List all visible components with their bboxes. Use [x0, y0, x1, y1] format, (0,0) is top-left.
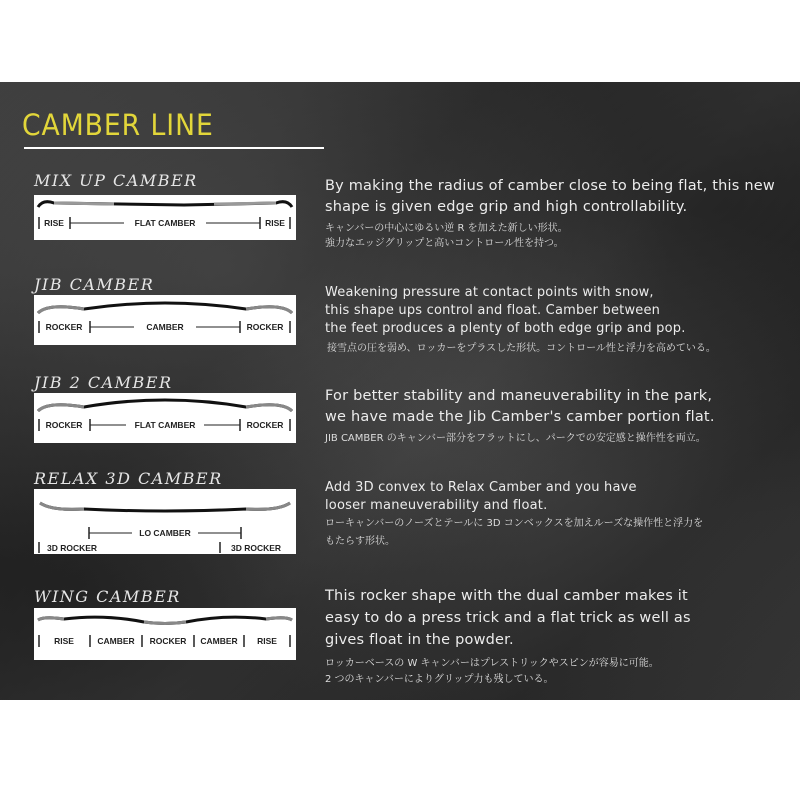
diagram-mix-up-camber	[34, 195, 296, 240]
label-rocker-right: ROCKER	[246, 420, 284, 430]
desc-jp-jib-2-line-1: JIB CAMBER のキャンバー部分をフラットにし、パークでの安定感と操作性を両立。	[325, 433, 706, 444]
desc-jp-relax-line-1: ローキャンバーのノーズとテールに 3D コンベックスを加えルーズな操作性と浮力を	[325, 518, 704, 529]
label-3d-rocker-left: 3D ROCKER	[46, 543, 98, 553]
board-profile-jib-2	[34, 393, 296, 443]
label-camber: CAMBER	[146, 322, 184, 332]
row-name-wing-camber: WING CAMBER	[34, 587, 181, 606]
row-name-mix-up-camber: MIX UP CAMBER	[34, 171, 198, 190]
desc-jp-wing-line-1: ロッカーベースの W キャンバーはプレストリックやスピンが容易に可能。	[325, 658, 659, 669]
title-underline	[24, 147, 324, 149]
desc-en-wing-line-2: easy to do a press trick and a flat trick as well as	[325, 610, 691, 626]
desc-en-wing-line-1: This rocker shape with the dual camber makes it	[325, 588, 688, 604]
board-profile-jib	[34, 295, 296, 345]
board-profile-relax-3d	[34, 489, 296, 554]
label-rise-left: RISE	[54, 636, 74, 646]
desc-en-wing-line-3: gives float in the powder.	[325, 632, 514, 648]
camber-panel	[0, 82, 800, 700]
label-camber-right: CAMBER	[200, 636, 238, 646]
page-title: CAMBER LINE	[22, 108, 214, 142]
label-camber-left: CAMBER	[97, 636, 135, 646]
desc-en-jib-2-line-2: we have made the Jib Camber's camber portion flat.	[325, 409, 715, 425]
board-profile-mix-up	[34, 195, 296, 240]
row-name-relax-3d-camber: RELAX 3D CAMBER	[34, 469, 223, 488]
label-rocker: ROCKER	[149, 636, 187, 646]
label-rocker-right: ROCKER	[246, 322, 284, 332]
desc-en-mix-up-line-2: shape is given edge grip and high controllability.	[325, 199, 688, 215]
diagram-wing-camber	[34, 608, 296, 660]
desc-jp-mix-up-line-2: 強力なエッジグリップと高いコントロール性を持つ。	[325, 238, 564, 249]
diagram-jib-2-camber	[34, 393, 296, 443]
desc-jp-relax-line-2: もたらす形状。	[325, 536, 395, 547]
desc-jp-wing-line-2: 2 つのキャンバーによりグリップ力も残している。	[325, 674, 554, 685]
label-rocker-left: ROCKER	[45, 322, 83, 332]
desc-en-jib-line-3: the feet produces a plenty of both edge grip and pop.	[325, 321, 686, 336]
desc-jp-mix-up-line-1: キャンバーの中心にゆるい逆 R を加えた新しい形状。	[325, 223, 568, 234]
diagram-relax-3d-camber	[34, 489, 296, 554]
label-lo-camber: LO CAMBER	[139, 528, 191, 538]
desc-en-jib-line-1: Weakening pressure at contact points with snow,	[325, 285, 654, 300]
label-rise-left: RISE	[44, 218, 64, 228]
row-name-jib-camber: JIB CAMBER	[34, 275, 155, 294]
desc-en-relax-line-2: looser maneuverability and float.	[325, 498, 548, 513]
desc-en-jib-line-2: this shape ups control and float. Camber between	[325, 303, 661, 318]
row-name-jib-2-camber: JIB 2 CAMBER	[34, 373, 173, 392]
label-rocker-left: ROCKER	[45, 420, 83, 430]
label-flat-camber: FLAT CAMBER	[134, 218, 196, 228]
board-profile-wing	[34, 608, 296, 660]
desc-en-jib-2-line-1: For better stability and maneuverability in the park,	[325, 388, 713, 404]
label-rise-right: RISE	[257, 636, 277, 646]
label-3d-rocker-right: 3D ROCKER	[230, 543, 282, 553]
desc-en-mix-up-line-1: By making the radius of camber close to being flat, this new	[325, 178, 775, 194]
label-rise-right: RISE	[265, 218, 285, 228]
desc-en-relax-line-1: Add 3D convex to Relax Camber and you have	[325, 480, 637, 495]
desc-jp-jib-line-1: 接雪点の圧を弱め、ロッカーをプラスした形状。コントロール性と浮力を高めている。	[327, 343, 716, 354]
label-flat-camber: FLAT CAMBER	[134, 420, 196, 430]
diagram-jib-camber	[34, 295, 296, 345]
